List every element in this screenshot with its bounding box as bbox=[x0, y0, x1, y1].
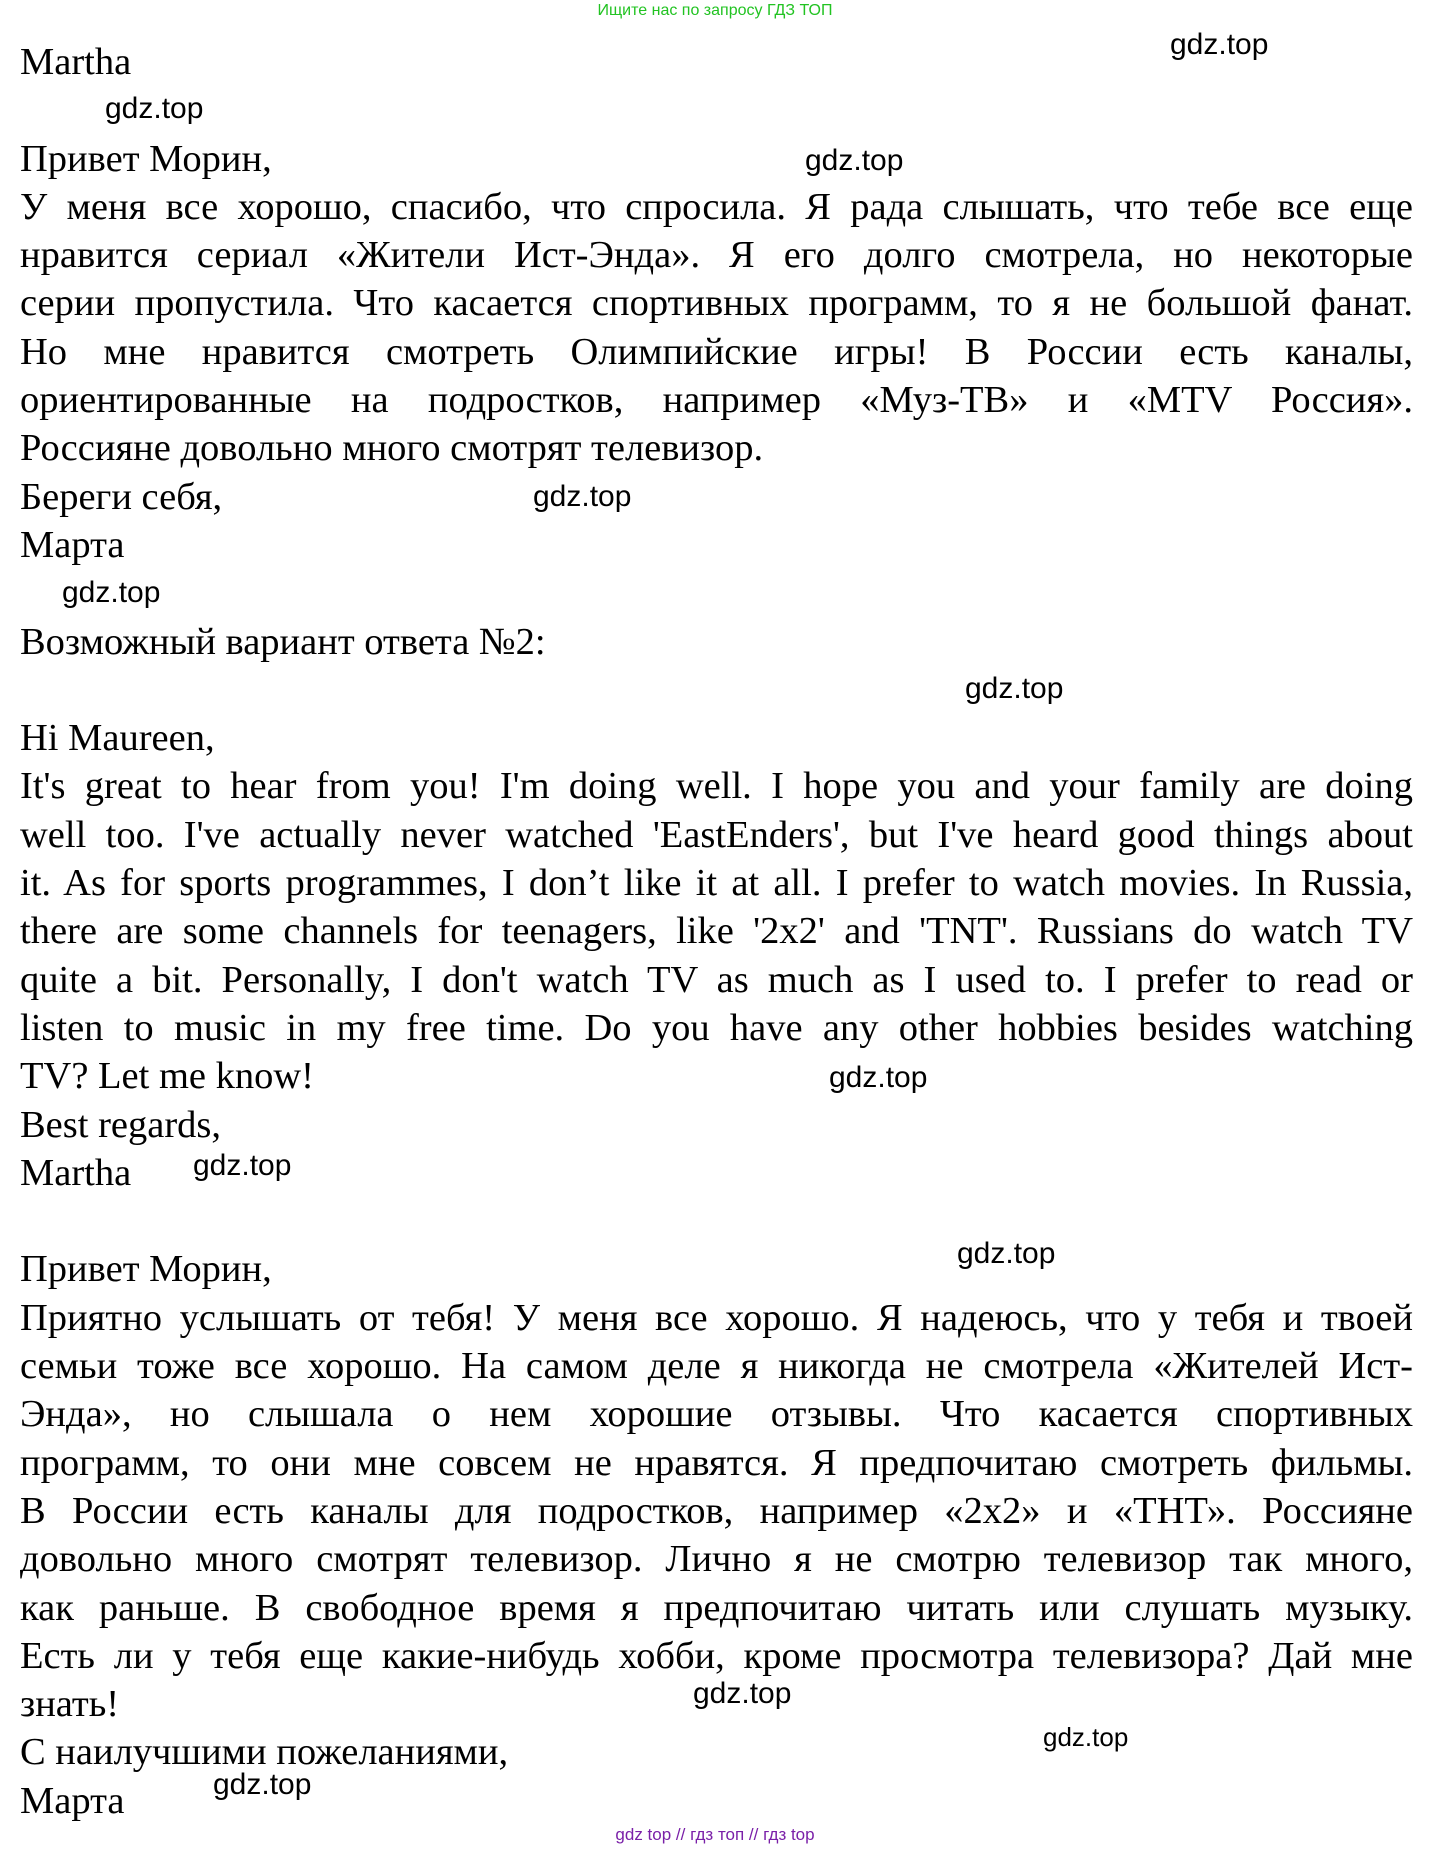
greeting: Hi Maureen, bbox=[20, 717, 215, 760]
watermark: gdz.top bbox=[1043, 1722, 1129, 1752]
paragraph-line: Но мне нравится смотреть Олимпийские игры! В России есть каналы, bbox=[20, 330, 1413, 373]
paragraph-line: Есть ли у тебя еще какие-нибудь хобби, кроме просмотра телевизора? Дай мне bbox=[20, 1634, 1413, 1677]
search-hint: Ищите нас по запросу ГДЗ ТОП bbox=[597, 2, 833, 19]
signature: Марта bbox=[20, 523, 125, 566]
paragraph-line: серии пропустила. Что касается спортивных программ, то я не большой фанат. bbox=[20, 282, 1413, 325]
watermark: gdz.top bbox=[62, 576, 161, 609]
paragraph-line: Россияне довольно много смотрят телевизор. bbox=[20, 427, 764, 470]
signature-prev: Martha bbox=[20, 41, 132, 83]
watermark: gdz.top bbox=[805, 144, 904, 177]
spacer bbox=[20, 86, 1413, 134]
watermark: gdz.top bbox=[965, 672, 1064, 705]
watermark: gdz.top bbox=[213, 1768, 312, 1801]
paragraph-line: программ, то они мне совсем не нравятся. Я предпочитаю смотреть фильмы. bbox=[20, 1441, 1413, 1484]
paragraph-line: семьи тоже все хорошо. На самом деле я никогда не смотрела «Жителей Ист- bbox=[20, 1345, 1413, 1388]
paragraph-line: there are some channels for teenagers, like '2x2' and 'TNT'. Russians do watch TV bbox=[20, 910, 1413, 953]
spacer bbox=[20, 1197, 1413, 1245]
paragraph-line: Приятно услышать от тебя! У меня все хорошо. Я надеюсь, что у тебя и твоей bbox=[20, 1296, 1413, 1339]
spacer bbox=[20, 666, 1413, 714]
greeting: Привет Морин, bbox=[20, 1248, 272, 1291]
paragraph-line: В России есть каналы для подростков, например «2х2» и «ТНТ». Россияне bbox=[20, 1489, 1413, 1532]
paragraph-line: как раньше. В свободное время я предпочитаю читать или слушать музыку. bbox=[20, 1586, 1413, 1629]
signature: Марта bbox=[20, 1779, 125, 1822]
signature: Martha bbox=[20, 1151, 132, 1194]
watermark: gdz.top bbox=[193, 1149, 292, 1182]
closing: Best regards, bbox=[20, 1103, 221, 1146]
watermark: gdz.top bbox=[105, 92, 204, 125]
document-body bbox=[20, 38, 1413, 1825]
paragraph-line: нравится сериал «Жители Ист-Энда». Я его долго смотрела, но некоторые bbox=[20, 234, 1413, 277]
watermark: gdz.top bbox=[533, 480, 632, 513]
paragraph-line: Энда», но слышала о нем хорошие отзывы. Что касается спортивных bbox=[20, 1393, 1413, 1436]
paragraph-line: quite a bit. Personally, I don't watch TV as much as I used to. I prefer to read or bbox=[20, 958, 1413, 1001]
paragraph-line: ориентированные на подростков, например «Муз-ТВ» и «MTV Россия». bbox=[20, 379, 1413, 422]
paragraph-line: it. As for sports programmes, I don’t like it at all. I prefer to watch movies. In Russia, bbox=[20, 862, 1413, 905]
paragraph-line: listen to music in my free time. Do you have any other hobbies besides watching bbox=[20, 1006, 1413, 1049]
variant-heading: Возможный вариант ответа №2: bbox=[20, 620, 546, 663]
footer-links[interactable]: gdz top // гдз топ // гдз top bbox=[615, 1825, 815, 1844]
closing: Береги себя, bbox=[20, 475, 223, 518]
paragraph-line: знать! bbox=[20, 1683, 120, 1726]
paragraph-line: well too. I've actually never watched 'EastEnders', but I've heard good things about bbox=[20, 813, 1413, 856]
watermark: gdz.top bbox=[957, 1237, 1056, 1270]
paragraph-line: It's great to hear from you! I'm doing well. I hope you and your family are doing bbox=[20, 765, 1413, 808]
watermark: gdz.top bbox=[1170, 28, 1269, 61]
greeting: Привет Морин, bbox=[20, 137, 272, 180]
watermark: gdz.top bbox=[693, 1677, 792, 1710]
closing: С наилучшими пожеланиями, bbox=[20, 1731, 509, 1774]
spacer bbox=[20, 569, 1413, 617]
paragraph-line: довольно много смотрят телевизор. Лично я не смотрю телевизор так много, bbox=[20, 1538, 1413, 1581]
paragraph-line: У меня все хорошо, спасибо, что спросила. Я рада слышать, что тебе все еще bbox=[20, 185, 1413, 228]
watermark: gdz.top bbox=[829, 1061, 928, 1094]
paragraph-line: TV? Let me know! bbox=[20, 1055, 314, 1098]
